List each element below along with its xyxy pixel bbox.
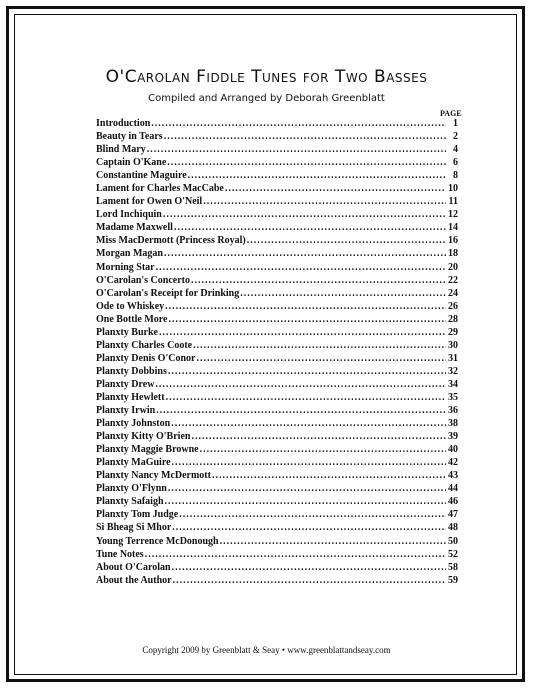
toc-entry[interactable] xyxy=(96,248,458,261)
dot-leader xyxy=(155,379,446,390)
toc-entry-title: About the Author xyxy=(96,574,172,586)
toc-entry-page: 18 xyxy=(448,248,458,260)
toc-entry-title: Introduction xyxy=(96,118,151,129)
dot-leader xyxy=(191,275,446,286)
toc-entry-page: 12 xyxy=(448,209,458,221)
toc-entry-title: Lament for Charles MacCabe xyxy=(96,183,224,195)
dot-leader xyxy=(171,418,446,429)
toc-entry-page: 46 xyxy=(448,496,458,508)
toc-entry-title: Planxty Burke xyxy=(96,326,158,338)
toc-entry[interactable] xyxy=(96,301,458,314)
toc-entry[interactable] xyxy=(96,536,458,549)
toc-entry-title: Captain O'Kane xyxy=(96,157,167,169)
toc-entry-title: O'Carolan's Concerto xyxy=(96,274,190,286)
toc-entry-title: About O'Carolan xyxy=(96,561,171,573)
toc-entry-page: 32 xyxy=(448,365,458,377)
toc-entry-page: 58 xyxy=(448,561,458,573)
toc-entry-page: 44 xyxy=(448,483,458,495)
toc-entry[interactable] xyxy=(96,353,458,366)
dot-leader xyxy=(166,392,446,403)
toc-entry-page: 36 xyxy=(448,405,458,417)
toc-entry-title: One Bottle More xyxy=(96,313,168,325)
toc-entry-title: Planxty Drew xyxy=(96,378,155,390)
toc-entry[interactable] xyxy=(96,444,458,457)
dot-leader xyxy=(168,366,446,377)
dot-leader xyxy=(247,235,446,246)
toc-entry-page: 20 xyxy=(448,261,458,273)
toc-entry-page: 28 xyxy=(448,313,458,325)
toc-entry[interactable] xyxy=(96,131,458,144)
toc-entry-page: 40 xyxy=(448,444,458,456)
toc-entry[interactable] xyxy=(96,222,458,235)
toc-entry-title: Planxty Maggie Browne xyxy=(96,444,199,456)
toc-entry-page: 6 xyxy=(453,157,458,169)
toc-entry-title: Ode to Whiskey xyxy=(96,300,165,312)
toc-entry-page: 50 xyxy=(448,535,458,547)
toc-entry-title: Morning Star xyxy=(96,261,155,273)
toc-entry[interactable] xyxy=(96,457,458,470)
toc-entry-title: Planxty MaGuire xyxy=(96,457,171,469)
toc-entry-title: Lament for Owen O'Neil xyxy=(96,196,203,208)
dot-leader xyxy=(172,457,446,468)
toc-entry[interactable] xyxy=(96,170,458,183)
dot-leader xyxy=(212,470,446,481)
toc-entry[interactable] xyxy=(96,549,458,562)
toc-entry-title: Morgan Magan xyxy=(96,248,163,260)
toc-entry[interactable] xyxy=(96,262,458,275)
toc-entry-title: O'Carolan's Receipt for Drinking xyxy=(96,287,240,299)
toc-entry[interactable] xyxy=(96,235,458,248)
toc-entry-page: 22 xyxy=(448,274,458,286)
toc-entry[interactable] xyxy=(96,275,458,288)
toc-entry[interactable] xyxy=(96,522,458,535)
toc-entry-page: 48 xyxy=(448,522,458,534)
toc-entry-page: 31 xyxy=(448,352,458,364)
dot-leader xyxy=(200,444,446,455)
dot-leader xyxy=(240,288,446,299)
toc-entry[interactable] xyxy=(96,118,458,131)
dot-leader xyxy=(191,431,446,442)
dot-leader xyxy=(156,262,446,273)
dot-leader xyxy=(165,301,446,312)
dot-leader xyxy=(156,405,446,416)
book-title: O'Carolan Fiddle Tunes for Two Basses xyxy=(105,67,428,87)
toc-entry-title: Si Bheag Si Mhor xyxy=(96,522,172,534)
toc-entry-title: Planxty Irwin xyxy=(96,405,156,417)
toc-entry[interactable] xyxy=(96,496,458,509)
toc-entry-page: 14 xyxy=(448,222,458,234)
dot-leader xyxy=(225,183,446,194)
toc-entry[interactable] xyxy=(96,209,458,222)
toc-entry[interactable] xyxy=(96,575,458,588)
toc-entry-page: 43 xyxy=(448,470,458,482)
toc-entry[interactable] xyxy=(96,340,458,353)
toc-entry-title: Planxty Charles Coote xyxy=(96,339,193,351)
dot-leader xyxy=(172,522,446,533)
toc-entry-title: Beauty in Tears xyxy=(96,131,163,143)
toc-entry-page: 47 xyxy=(448,509,458,521)
toc-entry-page: 42 xyxy=(448,457,458,469)
toc-entry-title: Blind Mary xyxy=(96,144,146,156)
toc-entry-title: Lord Inchiquin xyxy=(96,209,162,221)
toc-entry[interactable] xyxy=(96,431,458,444)
toc-entry[interactable] xyxy=(96,483,458,496)
toc-entry-page: 34 xyxy=(448,378,458,390)
toc-entry-page: 2 xyxy=(453,131,458,143)
dot-leader xyxy=(179,509,446,520)
toc-entry-page: 30 xyxy=(448,339,458,351)
dot-leader xyxy=(196,353,446,364)
toc-entry[interactable] xyxy=(96,196,458,209)
toc-entry[interactable] xyxy=(96,405,458,418)
toc-entry[interactable] xyxy=(96,509,458,522)
dot-leader xyxy=(164,248,446,259)
toc-entry-page: 39 xyxy=(448,431,458,443)
toc-entry-title: Planxty Dobbins xyxy=(96,365,167,377)
toc-entry-title: Planxty Safaigh xyxy=(96,496,164,508)
toc-entry[interactable] xyxy=(96,418,458,431)
toc-entry-title: Tune Notes xyxy=(96,548,144,560)
dot-leader xyxy=(172,562,446,573)
toc-entry-title: Madame Maxwell xyxy=(96,222,173,234)
dot-leader xyxy=(168,314,446,325)
dot-leader xyxy=(193,340,446,351)
toc-entry-title: Planxty Tom Judge xyxy=(96,509,179,521)
page-column-header: PAGE xyxy=(440,109,462,118)
toc-entry-page: 35 xyxy=(448,391,458,403)
toc-entry-page: 1 xyxy=(453,118,458,129)
dot-leader xyxy=(168,483,446,494)
toc-entry-page: 38 xyxy=(448,418,458,430)
toc-entry-page: 8 xyxy=(453,170,458,182)
toc-entry[interactable] xyxy=(96,562,458,575)
dot-leader xyxy=(203,196,446,207)
dot-leader xyxy=(220,536,446,547)
toc-entry-title: Constantine Maguire xyxy=(96,170,187,182)
toc-entry[interactable] xyxy=(96,366,458,379)
toc-entry-page: 52 xyxy=(448,548,458,560)
toc-entry[interactable] xyxy=(96,470,458,483)
table-of-contents xyxy=(96,118,458,588)
toc-entry-title: Young Terrence McDonough xyxy=(96,535,219,547)
toc-entry[interactable] xyxy=(96,379,458,392)
toc-entry-title: Planxty Denis O'Conor xyxy=(96,352,196,364)
book-subtitle: Compiled and Arranged by Deborah Greenblatt xyxy=(148,93,385,104)
dot-leader xyxy=(174,222,446,233)
toc-entry-page: 4 xyxy=(453,144,458,156)
dot-leader xyxy=(159,327,446,338)
toc-entry-page: 16 xyxy=(448,235,458,247)
dot-leader xyxy=(167,157,446,168)
toc-entry-page: 10 xyxy=(448,183,458,195)
toc-entry[interactable] xyxy=(96,144,458,157)
toc-entry-title: Planxty O'Flynn xyxy=(96,483,167,495)
copyright-footer: Copyright 2009 by Greenblatt & Seay • www.greenblattandseay.com xyxy=(142,645,391,655)
toc-entry-title: Planxty Johnston xyxy=(96,418,171,430)
toc-entry-title: Planxty Hewlett xyxy=(96,391,165,403)
toc-entry-title: Planxty Nancy McDermott xyxy=(96,470,211,482)
toc-entry-page: 29 xyxy=(448,326,458,338)
toc-entry-title: Planxty Kitty O'Brien xyxy=(96,431,191,443)
toc-entry[interactable] xyxy=(96,314,458,327)
dot-leader xyxy=(163,209,446,220)
toc-entry[interactable] xyxy=(96,157,458,170)
dot-leader xyxy=(173,575,446,586)
dot-leader xyxy=(188,170,446,181)
toc-entry-page: 11 xyxy=(448,196,458,208)
dot-leader xyxy=(145,549,446,560)
dot-leader xyxy=(165,496,446,507)
toc-entry-page: 24 xyxy=(448,287,458,299)
toc-entry[interactable] xyxy=(96,288,458,301)
toc-entry-page: 59 xyxy=(448,574,458,586)
dot-leader xyxy=(147,144,446,155)
toc-entry[interactable] xyxy=(96,183,458,196)
dot-leader xyxy=(151,118,446,129)
toc-entry-title: Miss MacDermott (Princess Royal) xyxy=(96,235,246,247)
dot-leader xyxy=(164,131,446,142)
toc-entry-page: 26 xyxy=(448,300,458,312)
toc-entry[interactable] xyxy=(96,327,458,340)
toc-entry[interactable] xyxy=(96,392,458,405)
